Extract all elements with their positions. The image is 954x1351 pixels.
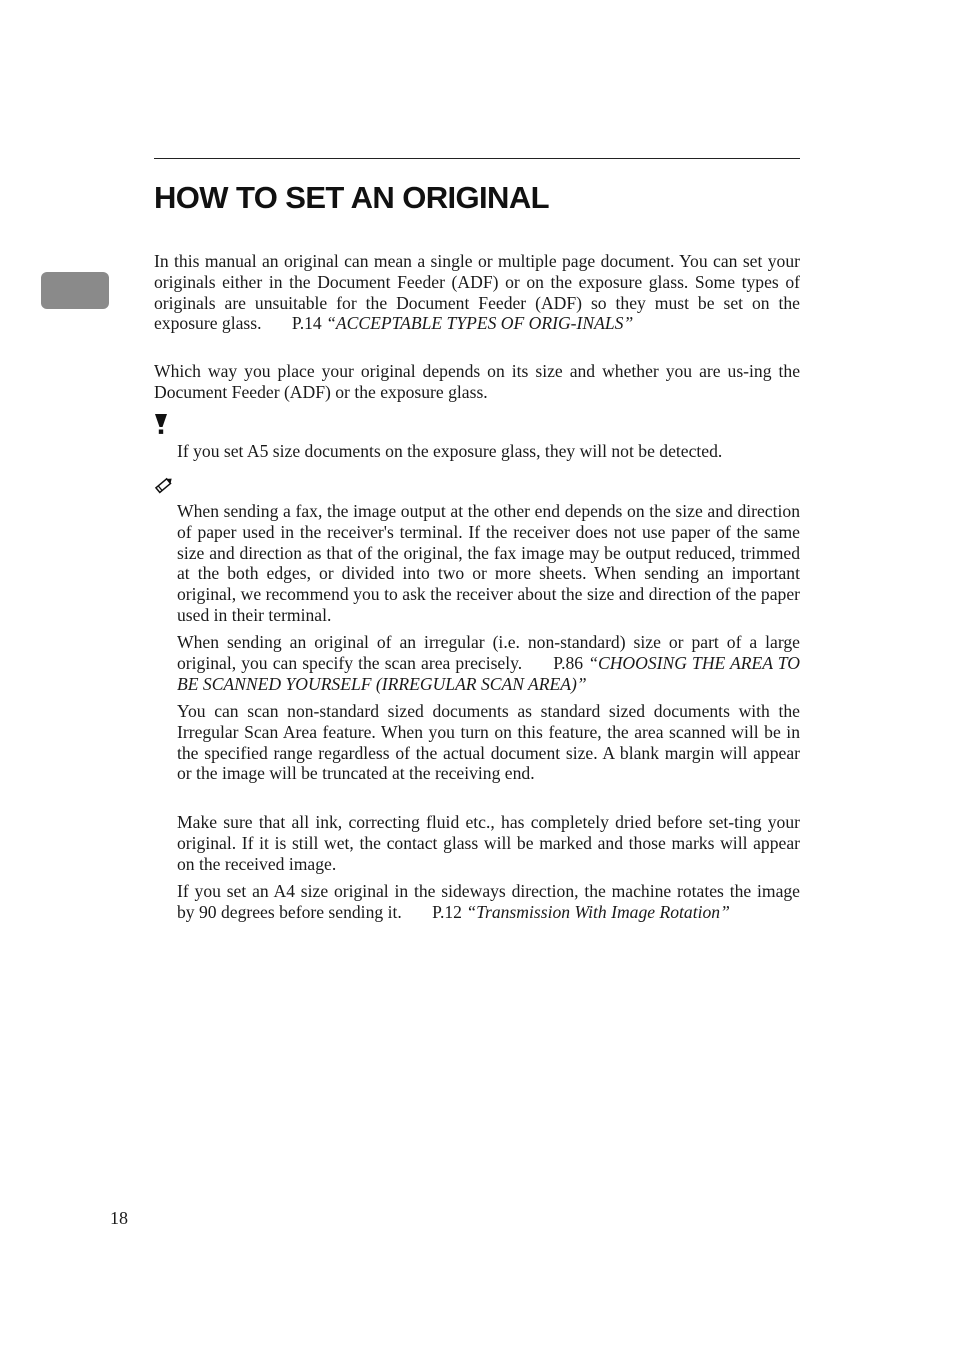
note-item-2-text: When sending an original of an irregular (i.e. non-standard) size or part of a large original, you can specify the scan area precisely. [177, 632, 800, 673]
intro-text-1: In this manual an original can mean a single or multiple page document. You can set your originals either in the Document Feeder (ADF) or on the exposure glass. Some types of originals are unsuitable for the Document Feeder (ADF) so they must be set on the exposure glass. [154, 251, 800, 334]
intro-paragraph-1 [154, 251, 800, 334]
important-icon [152, 413, 170, 435]
pencil-note-icon [153, 475, 175, 495]
intro-paragraph-2: Which way you place your original depends on its size and whether you are us-ing the Document Feeder (ADF) or the exposure glass. [154, 361, 800, 402]
page-title: HOW TO SET AN ORIGINAL [154, 180, 549, 215]
reference-page[interactable]: P.12 [432, 901, 462, 922]
note-item-1: When sending a fax, the image output at the other end depends on the size and direction of paper used in the receiver's terminal. If the receiver does not use paper of the same size and direction as that of the original, the fax image may be output reduced, trimmed at the both edges, or divided into two or more sheets. When sending an important original, we recommend you to ask the receiver about the size and direction of the paper used in their terminal. [177, 501, 800, 625]
important-item: If you set A5 size documents on the exposure glass, they will not be detected. [177, 441, 723, 461]
note-item-5 [177, 881, 800, 923]
reference-page[interactable]: P.14 [291, 313, 322, 334]
note-item-5-text: If you set an A4 size original in the sideways direction, the machine rotates the image by 90 degrees before sending it. [177, 881, 800, 922]
chapter-tab [41, 272, 109, 309]
reference-title[interactable]: “ACCEPTABLE TYPES OF ORIG-INALS” [326, 313, 634, 334]
reference-title[interactable]: “CHOOSING THE AREA TO BE SCANNED YOURSELF (IRREGULAR SCAN AREA)” [177, 652, 800, 694]
note-item-3: You can scan non-standard sized documents as standard sized documents with the Irregular Scan Area feature. When you turn on this feature, the area scanned will be in the specified range regardless of the actual document size. A blank margin will appear or the image will be truncated at the receiving end. [177, 701, 800, 784]
reference-page[interactable]: P.86 [553, 652, 584, 673]
note-item-2 [177, 632, 800, 694]
reference-title[interactable]: “Transmission With Image Rotation” [466, 901, 730, 922]
header-rule [154, 158, 800, 159]
note-item-4: Make sure that all ink, correcting fluid etc., has completely dried before set-ting your original. If it is still wet, the contact glass will be marked and those marks will appear on the received image. [177, 812, 800, 874]
page-number: 18 [110, 1208, 128, 1228]
